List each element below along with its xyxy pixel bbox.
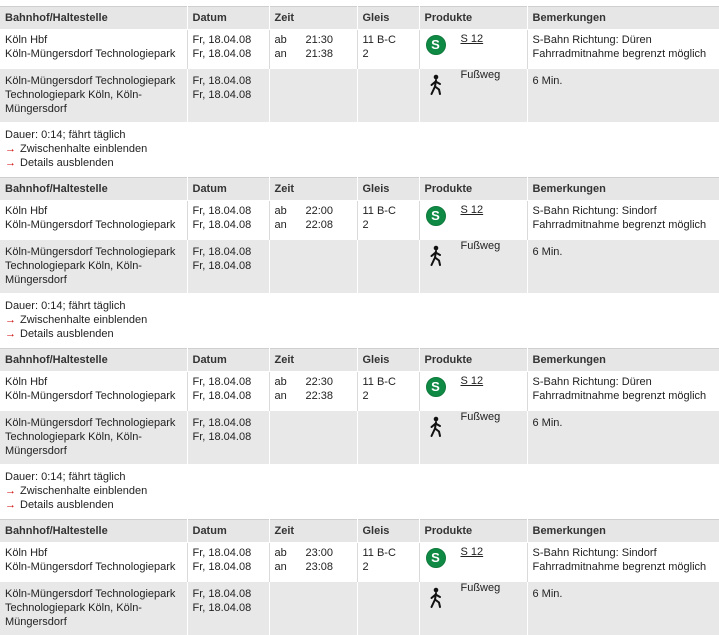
arrow-right-icon: → [5,143,16,155]
date-cell [187,201,269,241]
arrival-platform: 2 [362,219,369,231]
product-cell [419,411,527,464]
departure-label: ab [274,376,287,388]
date-cell [187,411,269,464]
arrival-date: Fr, 18.04.08 [192,219,252,231]
show-stops-link[interactable]: → Zwischenhalte einblenden [5,485,148,497]
departure-date: Fr, 18.04.08 [192,376,252,388]
duration-summary: Dauer: 0:14; fährt täglich [5,129,126,141]
table-header-row [0,7,719,30]
arrow-right-icon: → [5,499,16,511]
header-time: Zeit [269,349,357,372]
bike-remark: Fahrradmitnahme begrenzt möglich [532,219,707,231]
train-product-link[interactable]: S 12 [460,33,484,45]
walk-duration: 6 Min. [532,417,563,429]
header-platform: Gleis [357,520,419,543]
departure-date: Fr, 18.04.08 [192,34,252,46]
departure-time: 23:00 [305,547,334,559]
departure-time: 21:30 [305,34,334,46]
arrival-label: an [274,48,287,60]
platform-cell [357,69,419,122]
arrival-station: Köln-Müngersdorf Technologiepark [5,48,176,60]
walk-from-station: Köln-Müngersdorf Technologiepark [5,75,176,87]
walk-from-station: Köln-Müngersdorf Technologiepark [5,417,176,429]
remarks-cell [527,201,719,241]
arrow-right-icon: → [5,157,16,169]
date-cell [187,582,269,635]
product-cell [419,201,527,241]
walk-date-from: Fr, 18.04.08 [192,75,252,87]
time-cell [269,240,357,293]
product-cell [419,543,527,583]
platform-cell [357,582,419,635]
walking-person-icon [428,587,444,609]
station-cell [0,30,187,70]
departure-station: Köln Hbf [5,376,48,388]
connection-block [0,177,719,363]
connection-table [0,6,719,122]
header-remarks: Bemerkungen [527,7,719,30]
arrival-date: Fr, 18.04.08 [192,561,252,573]
date-cell [187,240,269,293]
arrival-station: Köln-Müngersdorf Technologiepark [5,219,176,231]
walking-person-icon [428,245,444,267]
arrival-station: Köln-Müngersdorf Technologiepark [5,390,176,402]
departure-platform: 11 B-C [362,376,396,388]
walk-date-to: Fr, 18.04.08 [192,89,252,101]
product-cell [419,30,527,70]
walk-product-label: Fußweg [460,240,501,252]
header-station: Bahnhof/Haltestelle [0,178,187,201]
walk-date-from: Fr, 18.04.08 [192,417,252,429]
walk-to-station: Technologiepark Köln, Köln-Müngersdorf [5,89,142,115]
hide-details-link[interactable]: → Details ausblenden [5,328,114,340]
walk-row [0,411,719,464]
station-cell [0,582,187,635]
product-cell [419,240,527,293]
departure-time: 22:00 [305,205,334,217]
connection-table [0,348,719,464]
header-station: Bahnhof/Haltestelle [0,520,187,543]
walk-row [0,240,719,293]
departure-platform: 11 B-C [362,205,396,217]
header-date: Datum [187,178,269,201]
show-stops-link[interactable]: → Zwischenhalte einblenden [5,143,148,155]
table-header-row [0,178,719,201]
departure-platform: 11 B-C [362,34,396,46]
walking-person-icon [428,74,444,96]
bike-remark: Fahrradmitnahme begrenzt möglich [532,48,707,60]
table-header-row [0,349,719,372]
header-time: Zeit [269,178,357,201]
arrival-station: Köln-Müngersdorf Technologiepark [5,561,176,573]
walk-product-label: Fußweg [460,69,501,81]
hide-details-link[interactable]: → Details ausblenden [5,157,114,169]
arrival-platform: 2 [362,48,369,60]
product-cell [419,372,527,412]
walk-date-from: Fr, 18.04.08 [192,246,252,258]
arrival-label: an [274,390,287,402]
direction-remark: S-Bahn Richtung: Sindorf [532,205,657,217]
platform-cell [357,201,419,241]
header-products: Produkte [419,7,527,30]
walk-date-to: Fr, 18.04.08 [192,260,252,272]
header-products: Produkte [419,349,527,372]
header-products: Produkte [419,178,527,201]
departure-label: ab [274,34,287,46]
train-product-link[interactable]: S 12 [460,546,484,558]
connection-block [0,519,719,635]
departure-label: ab [274,205,287,217]
walk-date-to: Fr, 18.04.08 [192,602,252,614]
walk-to-station: Technologiepark Köln, Köln-Müngersdorf [5,602,142,628]
arrow-right-icon: → [5,314,16,326]
walk-from-station: Köln-Müngersdorf Technologiepark [5,246,176,258]
header-date: Datum [187,7,269,30]
walk-duration: 6 Min. [532,246,563,258]
walk-duration: 6 Min. [532,588,563,600]
header-date: Datum [187,520,269,543]
header-platform: Gleis [357,7,419,30]
walk-to-station: Technologiepark Köln, Köln-Müngersdorf [5,431,142,457]
bike-remark: Fahrradmitnahme begrenzt möglich [532,390,707,402]
arrival-date: Fr, 18.04.08 [192,390,252,402]
departure-station: Köln Hbf [5,34,48,46]
arrival-time: 22:08 [305,219,334,231]
walk-row [0,582,719,635]
arrow-right-icon: → [5,485,16,497]
remarks-cell [527,69,719,122]
train-row [0,543,719,583]
s-bahn-icon: S [426,377,446,397]
time-cell [269,411,357,464]
arrow-right-icon: → [5,328,16,340]
date-cell [187,69,269,122]
connection-block [0,6,719,192]
header-platform: Gleis [357,349,419,372]
date-cell [187,372,269,412]
station-cell [0,240,187,293]
connection-block [0,348,719,534]
date-cell [187,543,269,583]
hide-details-link[interactable]: → Details ausblenden [5,499,114,511]
time-cell [269,30,357,70]
header-platform: Gleis [357,178,419,201]
departure-date: Fr, 18.04.08 [192,205,252,217]
walk-date-to: Fr, 18.04.08 [192,431,252,443]
connection-table [0,519,719,635]
bike-remark: Fahrradmitnahme begrenzt möglich [532,561,707,573]
arrival-label: an [274,561,287,573]
platform-cell [357,543,419,583]
departure-station: Köln Hbf [5,205,48,217]
arrival-time: 22:38 [305,390,334,402]
time-cell [269,201,357,241]
header-date: Datum [187,349,269,372]
direction-remark: S-Bahn Richtung: Düren [532,34,652,46]
walk-product-label: Fußweg [460,582,501,594]
departure-time: 22:30 [305,376,334,388]
s-bahn-icon: S [426,35,446,55]
connection-table [0,177,719,293]
walk-row [0,69,719,122]
header-remarks: Bemerkungen [527,520,719,543]
date-cell [187,30,269,70]
table-header-row [0,520,719,543]
station-cell [0,372,187,412]
remarks-cell [527,372,719,412]
train-row [0,201,719,241]
walk-to-station: Technologiepark Köln, Köln-Müngersdorf [5,260,142,286]
header-remarks: Bemerkungen [527,349,719,372]
show-stops-link[interactable]: → Zwischenhalte einblenden [5,314,148,326]
train-row [0,30,719,70]
remarks-cell [527,30,719,70]
product-cell [419,69,527,122]
station-cell [0,411,187,464]
header-products: Produkte [419,520,527,543]
platform-cell [357,372,419,412]
header-station: Bahnhof/Haltestelle [0,7,187,30]
duration-summary: Dauer: 0:14; fährt täglich [5,471,126,483]
departure-label: ab [274,547,287,559]
walk-duration: 6 Min. [532,75,563,87]
header-time: Zeit [269,7,357,30]
station-cell [0,543,187,583]
remarks-cell [527,582,719,635]
arrival-time: 21:38 [305,48,334,60]
arrival-platform: 2 [362,390,369,402]
train-product-link[interactable]: S 12 [460,204,484,216]
platform-cell [357,240,419,293]
direction-remark: S-Bahn Richtung: Sindorf [532,547,657,559]
arrival-date: Fr, 18.04.08 [192,48,252,60]
departure-platform: 11 B-C [362,547,396,559]
remarks-cell [527,543,719,583]
header-time: Zeit [269,520,357,543]
remarks-cell [527,240,719,293]
arrival-label: an [274,219,287,231]
product-cell [419,582,527,635]
arrival-platform: 2 [362,561,369,573]
departure-station: Köln Hbf [5,547,48,559]
train-product-link[interactable]: S 12 [460,375,484,387]
station-cell [0,69,187,122]
time-cell [269,582,357,635]
time-cell [269,543,357,583]
walking-person-icon [428,416,444,438]
walk-date-from: Fr, 18.04.08 [192,588,252,600]
train-row [0,372,719,412]
departure-date: Fr, 18.04.08 [192,547,252,559]
duration-summary: Dauer: 0:14; fährt täglich [5,300,126,312]
walk-product-label: Fußweg [460,411,501,423]
arrival-time: 23:08 [305,561,334,573]
s-bahn-icon: S [426,206,446,226]
header-station: Bahnhof/Haltestelle [0,349,187,372]
platform-cell [357,411,419,464]
remarks-cell [527,411,719,464]
direction-remark: S-Bahn Richtung: Düren [532,376,652,388]
station-cell [0,201,187,241]
time-cell [269,372,357,412]
platform-cell [357,30,419,70]
s-bahn-icon: S [426,548,446,568]
walk-from-station: Köln-Müngersdorf Technologiepark [5,588,176,600]
header-remarks: Bemerkungen [527,178,719,201]
time-cell [269,69,357,122]
